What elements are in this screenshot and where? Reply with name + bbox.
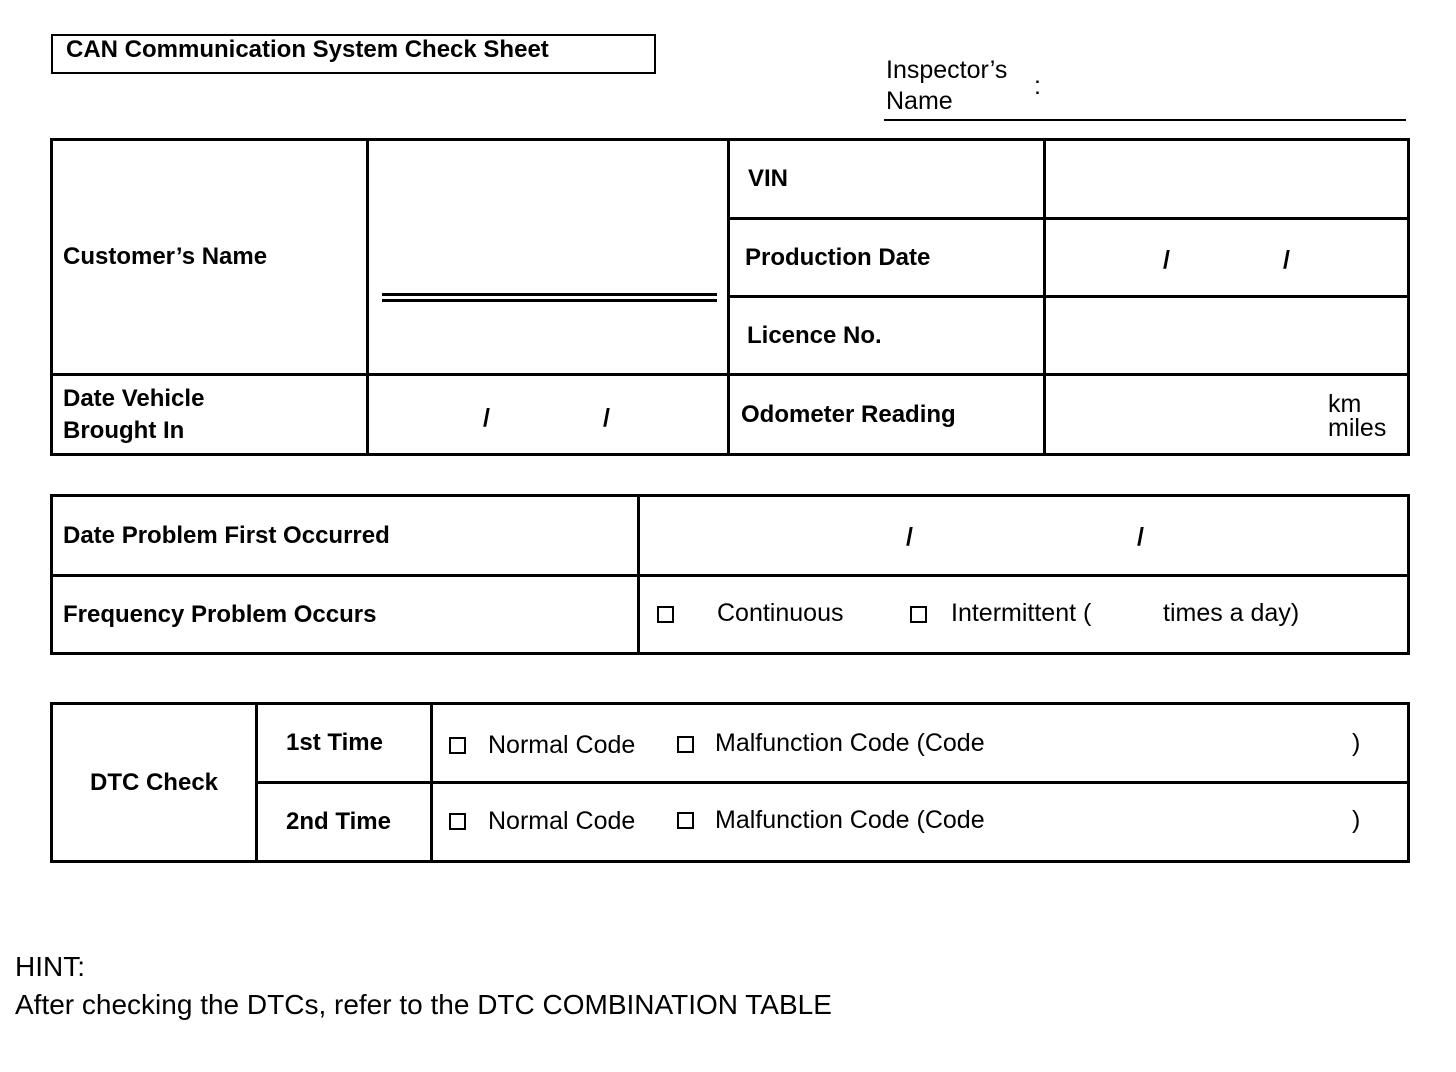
dtc-check-table	[50, 702, 1410, 863]
inspector-colon: :	[1034, 72, 1041, 100]
inspector-name-label: Inspector’s Name	[886, 56, 1008, 115]
unit-km: km	[1328, 390, 1362, 418]
problem-table	[50, 494, 1410, 655]
normal-code-checkbox[interactable]	[449, 737, 466, 754]
hint-text: After checking the DTCs, refer to the DTC COMBINATION TABLE	[15, 989, 832, 1020]
odometer-field[interactable]	[1045, 375, 1409, 455]
customer-vehicle-table	[50, 138, 1410, 456]
vin-label: VIN	[748, 165, 789, 192]
normal-code-label: Normal Code	[488, 731, 636, 759]
malfunction-code-label: Malfunction Code (Code	[715, 729, 985, 757]
frequency-options	[639, 576, 1409, 654]
malfunction-code-label: Malfunction Code (Code	[715, 806, 985, 834]
unit-miles: miles	[1328, 414, 1387, 442]
date-separator: /	[483, 404, 490, 432]
inspector-name-field[interactable]	[884, 119, 1406, 121]
code-close-paren: )	[1352, 806, 1361, 834]
normal-code-label: Normal Code	[488, 807, 636, 835]
dtc-row	[432, 704, 1409, 783]
licence-field[interactable]	[1045, 297, 1409, 375]
dtc-check-label: DTC Check	[89, 768, 219, 796]
date-separator: /	[906, 523, 913, 551]
intermittent-label: Intermittent (	[951, 599, 1092, 627]
date-separator: /	[603, 404, 610, 432]
first-occurred-label: Date Problem First Occurred	[63, 521, 390, 549]
continuous-label: Continuous	[717, 599, 844, 627]
hint-block	[15, 948, 832, 1024]
sheet-title: CAN Communication System Check Sheet	[66, 36, 549, 63]
frequency-label-cell	[52, 576, 639, 654]
double-line-top	[382, 293, 717, 296]
double-line-bottom	[382, 299, 717, 302]
dtc-row	[432, 783, 1409, 862]
malfunction-code-checkbox[interactable]	[677, 812, 694, 829]
odometer-label: Odometer Reading	[741, 400, 956, 428]
date-brought-in-field[interactable]	[368, 375, 729, 455]
date-separator: /	[1137, 523, 1144, 551]
customer-name-field[interactable]	[368, 140, 729, 375]
date-brought-in-label: Date Vehicle Brought In	[63, 384, 205, 444]
odometer-units	[1328, 392, 1386, 440]
malfunction-code-checkbox[interactable]	[677, 736, 694, 753]
vin-label-cell	[729, 140, 1045, 219]
first-occurred-field[interactable]	[639, 496, 1409, 576]
dtc-time-cell	[257, 704, 432, 783]
normal-code-checkbox[interactable]	[449, 813, 466, 830]
customer-name-label-cell	[52, 140, 368, 375]
date-separator: /	[1283, 246, 1290, 274]
date-separator: /	[1163, 246, 1170, 274]
production-date-label: Production Date	[745, 243, 931, 271]
licence-label-cell	[729, 297, 1045, 375]
vin-field[interactable]	[1045, 140, 1409, 219]
odometer-label-cell	[729, 375, 1045, 455]
hint-heading: HINT:	[15, 951, 85, 982]
first-occurred-label-cell	[52, 496, 639, 576]
dtc-time-label: 1st Time	[286, 729, 383, 756]
production-date-field[interactable]	[1045, 219, 1409, 297]
dtc-time-cell	[257, 783, 432, 862]
code-close-paren: )	[1352, 729, 1361, 757]
dtc-time-label: 2nd Time	[286, 808, 391, 835]
frequency-label: Frequency Problem Occurs	[63, 600, 377, 628]
production-date-label-cell	[729, 219, 1045, 297]
times-a-day-label: times a day)	[1163, 599, 1300, 627]
intermittent-checkbox[interactable]	[910, 606, 927, 623]
continuous-checkbox[interactable]	[657, 606, 674, 623]
licence-label: Licence No.	[747, 321, 882, 349]
customer-name-label: Customer’s Name	[63, 243, 268, 270]
dtc-check-label-cell	[52, 704, 257, 862]
date-brought-in-label-cell	[52, 375, 368, 455]
